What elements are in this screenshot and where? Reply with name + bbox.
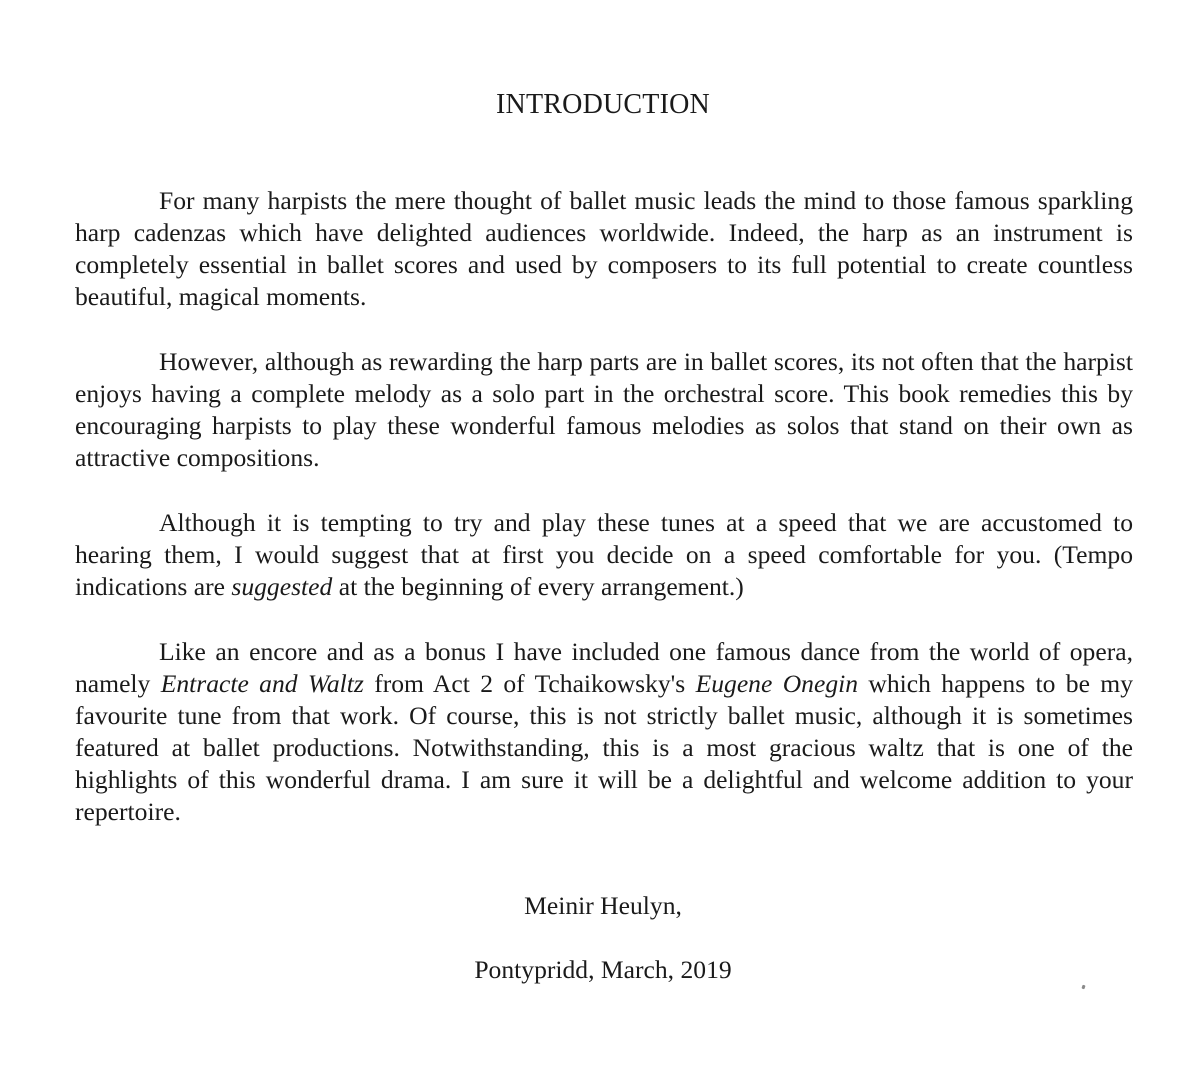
paragraph-4-italic-opera-title: Eugene Onegin — [695, 669, 859, 698]
scan-speck — [1081, 985, 1085, 990]
introduction-body — [75, 185, 1133, 861]
paragraph-4-text-b: from Act 2 of Tchaikowsky's — [363, 669, 696, 698]
paragraph-3-text-a: Although it is tempting to try and play these tunes at a speed that we are accustomed to hearing them, I would suggest that at first you decide on a speed comfortable for you. (Tempo indications are — [75, 508, 1133, 601]
paragraph-3-italic-suggested: suggested — [231, 572, 333, 601]
paragraph-3 — [75, 507, 1133, 603]
paragraph-4 — [75, 636, 1133, 828]
signature-name: Meinir Heulyn, — [524, 891, 682, 920]
page-title: INTRODUCTION — [496, 89, 710, 120]
paragraph-4-italic-work-title: Entracte and Waltz — [160, 669, 364, 698]
paragraph-2-text: However, although as rewarding the harp parts are in ballet scores, its not often that the harpist enjoys having a complete melody as a solo part in the orchestral score. This book remedies this by encouraging harpists to play these wonderful famous melodies as solos that stand on their own as attractive compositions. — [75, 347, 1133, 472]
paragraph-4-text-a: Like an encore and as a bonus I have included one famous dance from the world of opera, namely — [75, 637, 1133, 698]
paragraph-3-text-b: at the beginning of every arrangement.) — [332, 572, 744, 601]
paragraph-2 — [75, 346, 1133, 474]
paragraph-4-text-c: which happens to be my favourite tune from that work. Of course, this is not strictly ballet music, although it is sometimes featured at ballet productions. Notwithstanding, this is a most gracious waltz that is one of the highlights of this wonderful drama. I am sure it will be a delightful and welcome addition to your repertoire. — [75, 669, 1133, 826]
signature-place-date: Pontypridd, March, 2019 — [474, 955, 732, 984]
paragraph-1 — [75, 185, 1133, 313]
paragraph-1-text: For many harpists the mere thought of ballet music leads the mind to those famous sparkling harp cadenzas which have delighted audiences worldwide. Indeed, the harp as an instrument is completely essential in ballet scores and used by composers to its full potential to create countless beautiful, magical moments. — [75, 186, 1133, 311]
